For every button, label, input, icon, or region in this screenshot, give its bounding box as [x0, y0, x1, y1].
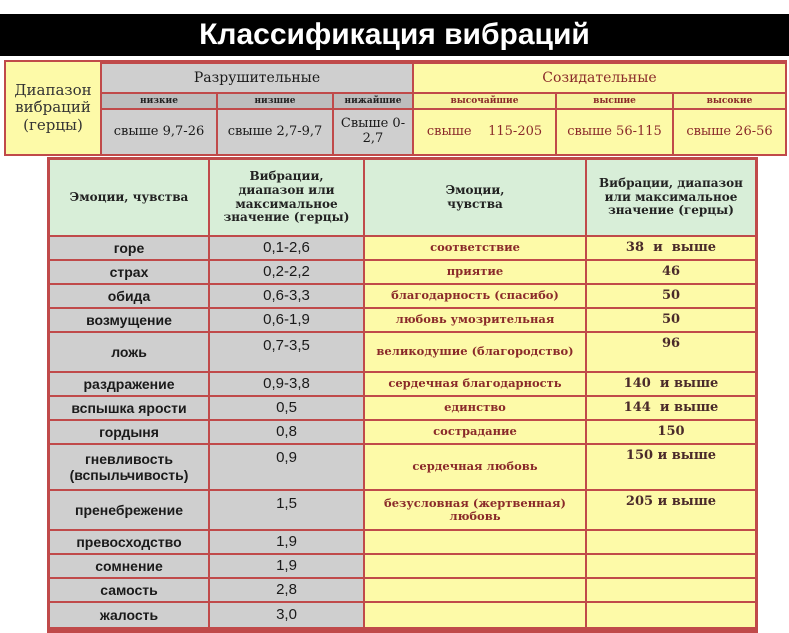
level-low: низкие	[102, 94, 216, 108]
negative-emotion: самость	[50, 579, 208, 601]
value-higher: свыше 56-115	[557, 110, 672, 154]
positive-value: 150 и выше	[587, 445, 755, 489]
negative-value: 2,8	[210, 579, 363, 601]
negative-emotion: превосходство	[50, 531, 208, 553]
negative-value: 0,8	[210, 421, 363, 443]
col-vibrations-negative: Вибрации, диапазон или максимальное значение (герцы)	[210, 160, 363, 235]
positive-emotion: безусловная (жертвенная) любовь	[365, 491, 585, 529]
vibration-range-table	[4, 60, 787, 156]
negative-emotion: возмущение	[50, 309, 208, 331]
empty-cell	[365, 579, 585, 601]
negative-value: 3,0	[210, 603, 363, 627]
empty-cell	[587, 603, 755, 627]
negative-emotion: раздражение	[50, 373, 208, 395]
positive-emotion: сострадание	[365, 421, 585, 443]
col-emotions-positive: Эмоции, чувства	[365, 160, 585, 235]
positive-value: 50	[587, 285, 755, 307]
positive-value: 96	[587, 333, 755, 371]
negative-emotion: сомнение	[50, 555, 208, 577]
positive-emotion: любовь умозрительная	[365, 309, 585, 331]
empty-cell	[365, 531, 585, 553]
value-lower: свыше 2,7-9,7	[218, 110, 332, 154]
destructive-header: Разрушительные	[102, 64, 412, 92]
positive-value: 205 и выше	[587, 491, 755, 529]
positive-value: 144 и выше	[587, 397, 755, 419]
empty-cell	[587, 579, 755, 601]
emotions-table	[47, 157, 758, 633]
negative-emotion: горе	[50, 237, 208, 259]
negative-value: 0,1-2,6	[210, 237, 363, 259]
negative-emotion: гордыня	[50, 421, 208, 443]
page-title: Классификация вибраций	[0, 14, 789, 56]
empty-cell	[587, 555, 755, 577]
empty-cell	[365, 555, 585, 577]
level-lower: низшие	[218, 94, 332, 108]
negative-emotion: вспышка ярости	[50, 397, 208, 419]
positive-value: 140 и выше	[587, 373, 755, 395]
level-highest: высочайшие	[414, 94, 555, 108]
negative-value: 1,5	[210, 491, 363, 529]
negative-value: 1,9	[210, 531, 363, 553]
value-low: свыше 9,7-26	[102, 110, 216, 154]
positive-emotion: сердечная любовь	[365, 445, 585, 489]
value-highest: свыше 115-205	[414, 110, 555, 154]
level-higher: высшие	[557, 94, 672, 108]
positive-emotion: великодушие (благородство)	[365, 333, 585, 371]
positive-emotion: благодарность (спасибо)	[365, 285, 585, 307]
level-lowest: нижайшие	[334, 94, 412, 108]
negative-value: 0,2-2,2	[210, 261, 363, 283]
positive-value: 46	[587, 261, 755, 283]
negative-value: 0,6-1,9	[210, 309, 363, 331]
positive-value: 38 и выше	[587, 237, 755, 259]
level-high: высокие	[674, 94, 785, 108]
creative-header: Созидательные	[414, 64, 785, 92]
value-high: свыше 26-56	[674, 110, 785, 154]
negative-emotion: ложь	[50, 333, 208, 371]
col-emotions-negative: Эмоции, чувства	[50, 160, 208, 235]
empty-cell	[587, 531, 755, 553]
negative-value: 0,7-3,5	[210, 333, 363, 371]
positive-emotion: единство	[365, 397, 585, 419]
empty-cell	[365, 603, 585, 627]
positive-emotion: сердечная благодарность	[365, 373, 585, 395]
negative-value: 0,9-3,8	[210, 373, 363, 395]
col-vibrations-positive: Вибрации, диапазон или максимальное значение (герцы)	[587, 160, 755, 235]
positive-emotion: соответствие	[365, 237, 585, 259]
negative-emotion: страх	[50, 261, 208, 283]
range-row-header: Диапазон вибраций (герцы)	[6, 62, 100, 154]
negative-emotion: обида	[50, 285, 208, 307]
negative-emotion: гневливость (вспыльчивость)	[50, 445, 208, 489]
value-lowest: Свыше 0-2,7	[334, 110, 412, 154]
negative-emotion: пренебрежение	[50, 491, 208, 529]
negative-value: 0,9	[210, 445, 363, 489]
negative-value: 0,5	[210, 397, 363, 419]
positive-value: 50	[587, 309, 755, 331]
negative-value: 0,6-3,3	[210, 285, 363, 307]
positive-value: 150	[587, 421, 755, 443]
negative-emotion: жалость	[50, 603, 208, 627]
positive-emotion: приятие	[365, 261, 585, 283]
negative-value: 1,9	[210, 555, 363, 577]
